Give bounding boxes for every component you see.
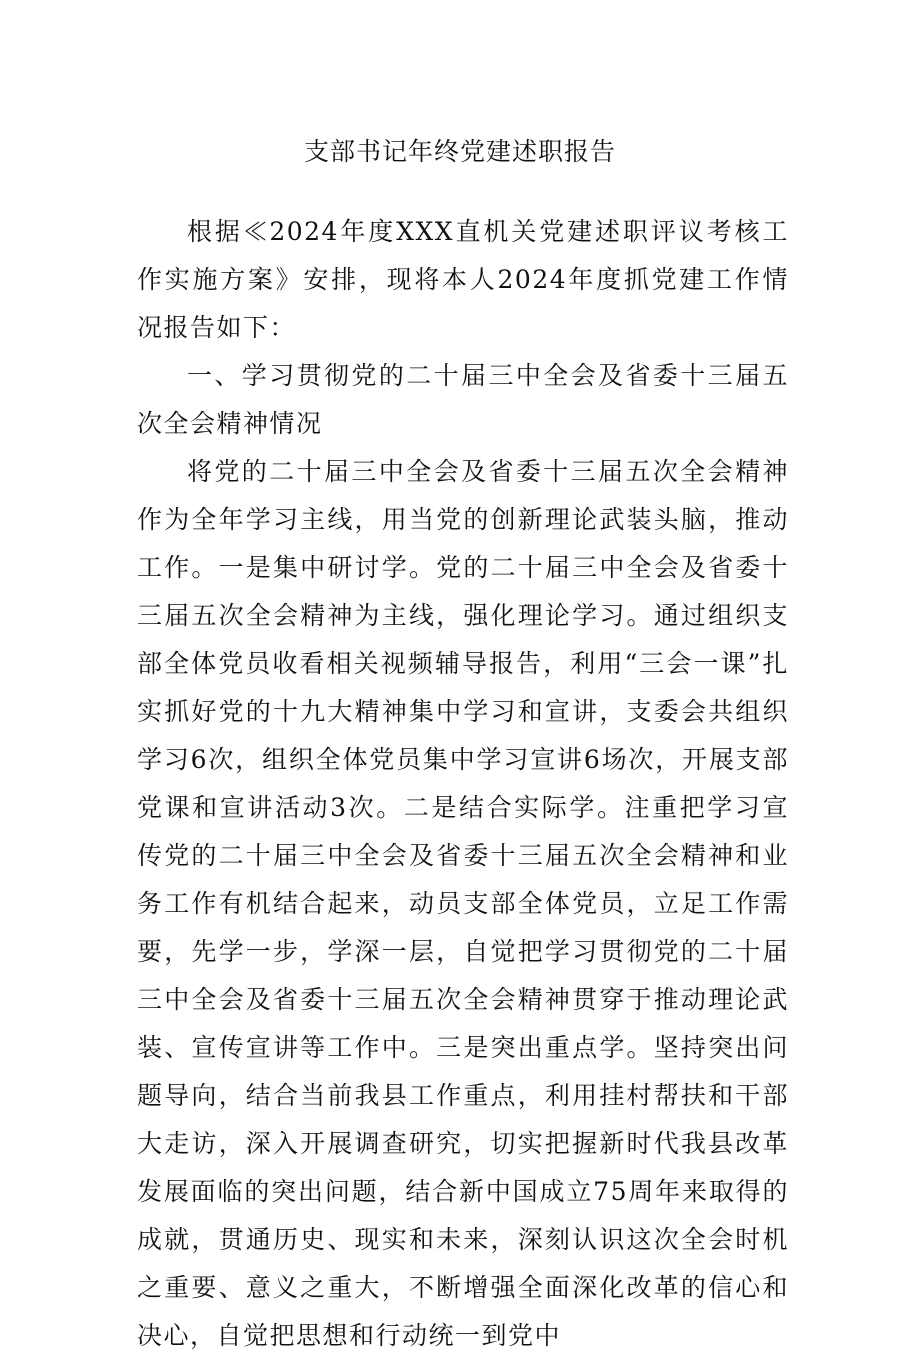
document-body [137, 208, 789, 1360]
document-title: 支部书记年终党建述职报告 [303, 137, 616, 166]
body-paragraph: 将党的二十届三中全会及省委十三届五次全会精神作为全年学习主线，用当党的创新理论武装头脑，推动工作。一是集中研讨学。党的二十届三中全会及省委十三届五次全会精神为主线，强化理论学习。通过组织支部全体党员收看相关视频辅导报告，利用“三会一课”扎实抓好党的十九大精神集中学习和宣讲，支委会共组织学习6次，组织全体党员集中学习宣讲6场次，开展支部党课和宣讲活动3次。二是结合实际学。注重把学习宣传党的二十届三中全会及省委十三届五次全会精神和业务工作有机结合起来，动员支部全体党员，立足工作需要，先学一步，学深一层，自觉把学习贯彻党的二十届三中全会及省委十三届五次全会精神贯穿于推动理论武装、宣传宣讲等工作中。三是突出重点学。坚持突出问题导向，结合当前我县工作重点，利用挂村帮扶和干部大走访，深入开展调查研究，切实把握新时代我县改革发展面临的突出问题，结合新中国成立75周年来取得的成就，贯通历史、现实和未来，深刻认识这次全会时机之重要、意义之重大，不断增强全面深化改革的信心和决心，自觉把思想和行动统一到党中 [137, 457, 789, 1350]
section-heading: 一、学习贯彻党的二十届三中全会及省委十三届五次全会精神情况 [137, 361, 789, 438]
intro-paragraph: 根据≪2024年度XXX直机关党建述职评议考核工作实施方案》安排，现将本人2024年度抓党建工作情况报告如下： [137, 217, 789, 342]
